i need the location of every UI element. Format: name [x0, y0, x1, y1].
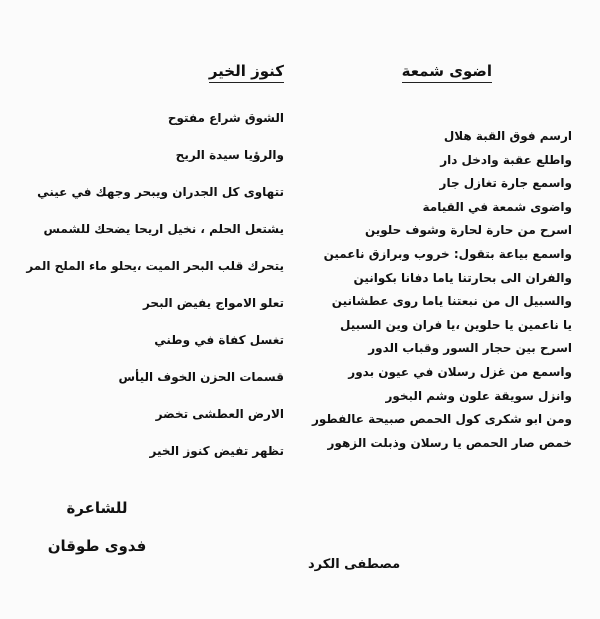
poem-line: تظهر تفيض كنوز الخير: [149, 444, 284, 458]
poem-line: والسبيل ال من نبعتنا ياما روى عطشانين: [331, 294, 572, 309]
poem-line: واضوى شمعة في القيامة: [422, 199, 572, 214]
poem-line: تتهاوى كل الجدران ويبحر وجهك في عيني: [37, 185, 284, 199]
poem-line: قسمات الحزن الخوف اليأس: [118, 370, 284, 384]
poem-line: يا ناعمين يا حلوين ،يا فران وين السبيل: [340, 317, 572, 332]
poem-line: يشتعل الحلم ، نخيل اريحا يضحك للشمس: [43, 222, 284, 236]
poem-line: الشوق شراع مفتوح: [167, 111, 284, 125]
poem-line: واسمع جارة تغازل جار: [439, 176, 572, 191]
poem-line: ارسم فوق القبة هلال: [443, 129, 572, 143]
poem-line: والفران الى بحارتنا ياما دفانا بكوانين: [353, 270, 572, 285]
poet-name: فدوى طوقان: [47, 537, 147, 555]
poem-lines: [312, 128, 572, 458]
poem-line: خمص صار الحمص يا رسلان وذبلت الزهور: [327, 435, 572, 450]
poem-line: وانزل سويقة علون وشم البخور: [385, 388, 572, 403]
poem-line: تغسل كفاة في وطني: [154, 333, 284, 347]
poem-line: الارض العطشى تخضر: [155, 407, 284, 421]
poem-lines: [26, 110, 284, 480]
poem-line: ومن ابو شكرى كول الحمص صبيحة عالفطور: [311, 412, 572, 427]
poem-line: يتحرك قلب البحر الميت ،يحلو ماء الملح المر: [26, 259, 284, 273]
poem-line: اسرح من حارة لحارة وشوف حلوين: [364, 223, 572, 238]
poem-title: كنوز الخير: [209, 62, 284, 83]
poem-line: واطلع عقبة وادخل دار: [440, 152, 572, 167]
poem-line: اسرح بين حجار السور وقباب الدور: [368, 341, 572, 356]
poem-line: واسمع من غزل رسلان في عيون بدور: [348, 364, 572, 379]
poet-label: للشاعرة: [66, 499, 128, 517]
poet-credit: [42, 497, 152, 573]
poem-title: اضوى شمعة: [402, 62, 492, 83]
poem-line: والرؤيا سيدة الريح: [175, 148, 284, 162]
composer-signature: مصطفى الكرد: [308, 557, 401, 572]
poem-line: تعلو الامواج يفيض البحر: [142, 296, 284, 310]
poem-line: واسمع بياعة بتقول: خروب وبرازق ناعمين: [323, 246, 572, 261]
